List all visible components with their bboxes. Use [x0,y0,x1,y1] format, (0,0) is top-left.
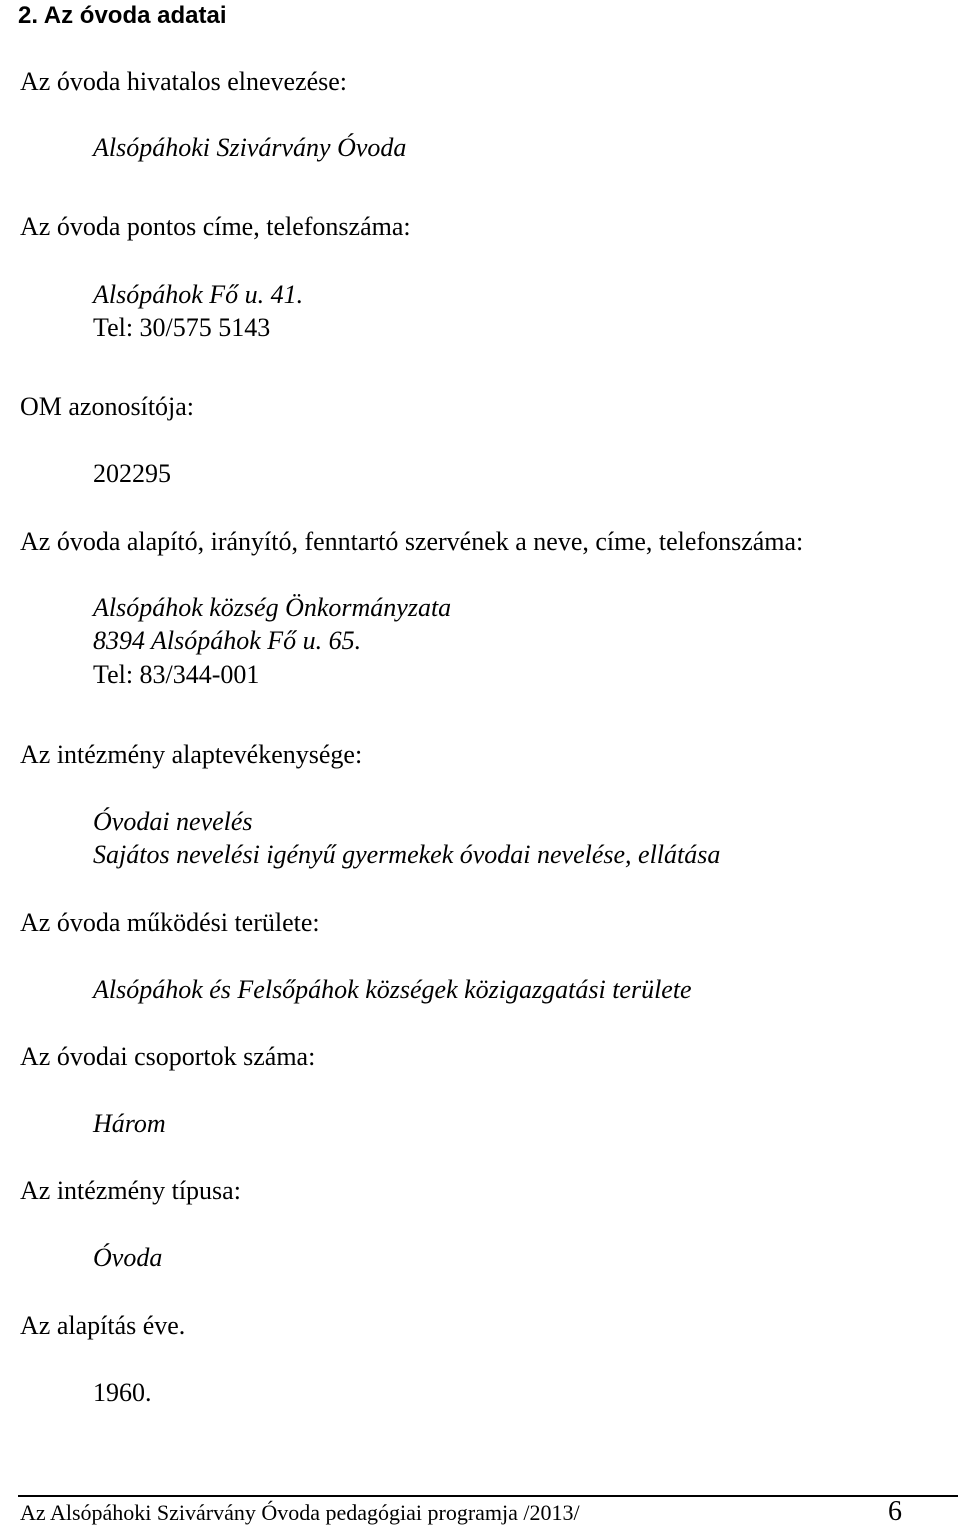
area-label: Az óvoda működési területe: [20,908,320,937]
om-id-value: 202295 [93,459,171,488]
type-value: Óvoda [93,1243,163,1272]
founder-phone: Tel: 83/344-001 [93,660,260,689]
address-line-1: Alsópáhok Fő u. 41. [93,280,304,309]
groups-value: Három [93,1109,166,1138]
founded-label: Az alapítás éve. [20,1311,186,1340]
groups-label: Az óvodai csoportok száma: [20,1042,316,1071]
founder-label: Az óvoda alapító, irányító, fenntartó szervének a neve, címe, telefonszáma: [20,527,804,556]
activity-line-1: Óvodai nevelés [93,807,253,836]
om-id-label: OM azonosítója: [20,392,195,421]
section-title: 2. Az óvoda adatai [18,2,227,29]
page-number: 6 [888,1496,902,1527]
founder-address: 8394 Alsópáhok Fő u. 65. [93,626,362,655]
area-value: Alsópáhok és Felsőpáhok községek közigazgatási területe [93,975,692,1004]
footer-divider [18,1495,958,1497]
footer-text: Az Alsópáhoki Szivárvány Óvoda pedagógiai programja /2013/ [20,1500,580,1525]
address-phone: Tel: 30/575 5143 [93,313,271,342]
founded-value: 1960. [93,1378,152,1407]
name-label: Az óvoda hivatalos elnevezése: [20,67,348,96]
activity-line-2: Sajátos nevelési igényű gyermekek óvodai nevelése, ellátása [93,840,721,869]
activity-label: Az intézmény alaptevékenysége: [20,740,363,769]
founder-name: Alsópáhok község Önkormányzata [93,593,452,622]
address-label: Az óvoda pontos címe, telefonszáma: [20,212,411,241]
type-label: Az intézmény típusa: [20,1176,241,1205]
name-value: Alsópáhoki Szivárvány Óvoda [93,133,407,162]
